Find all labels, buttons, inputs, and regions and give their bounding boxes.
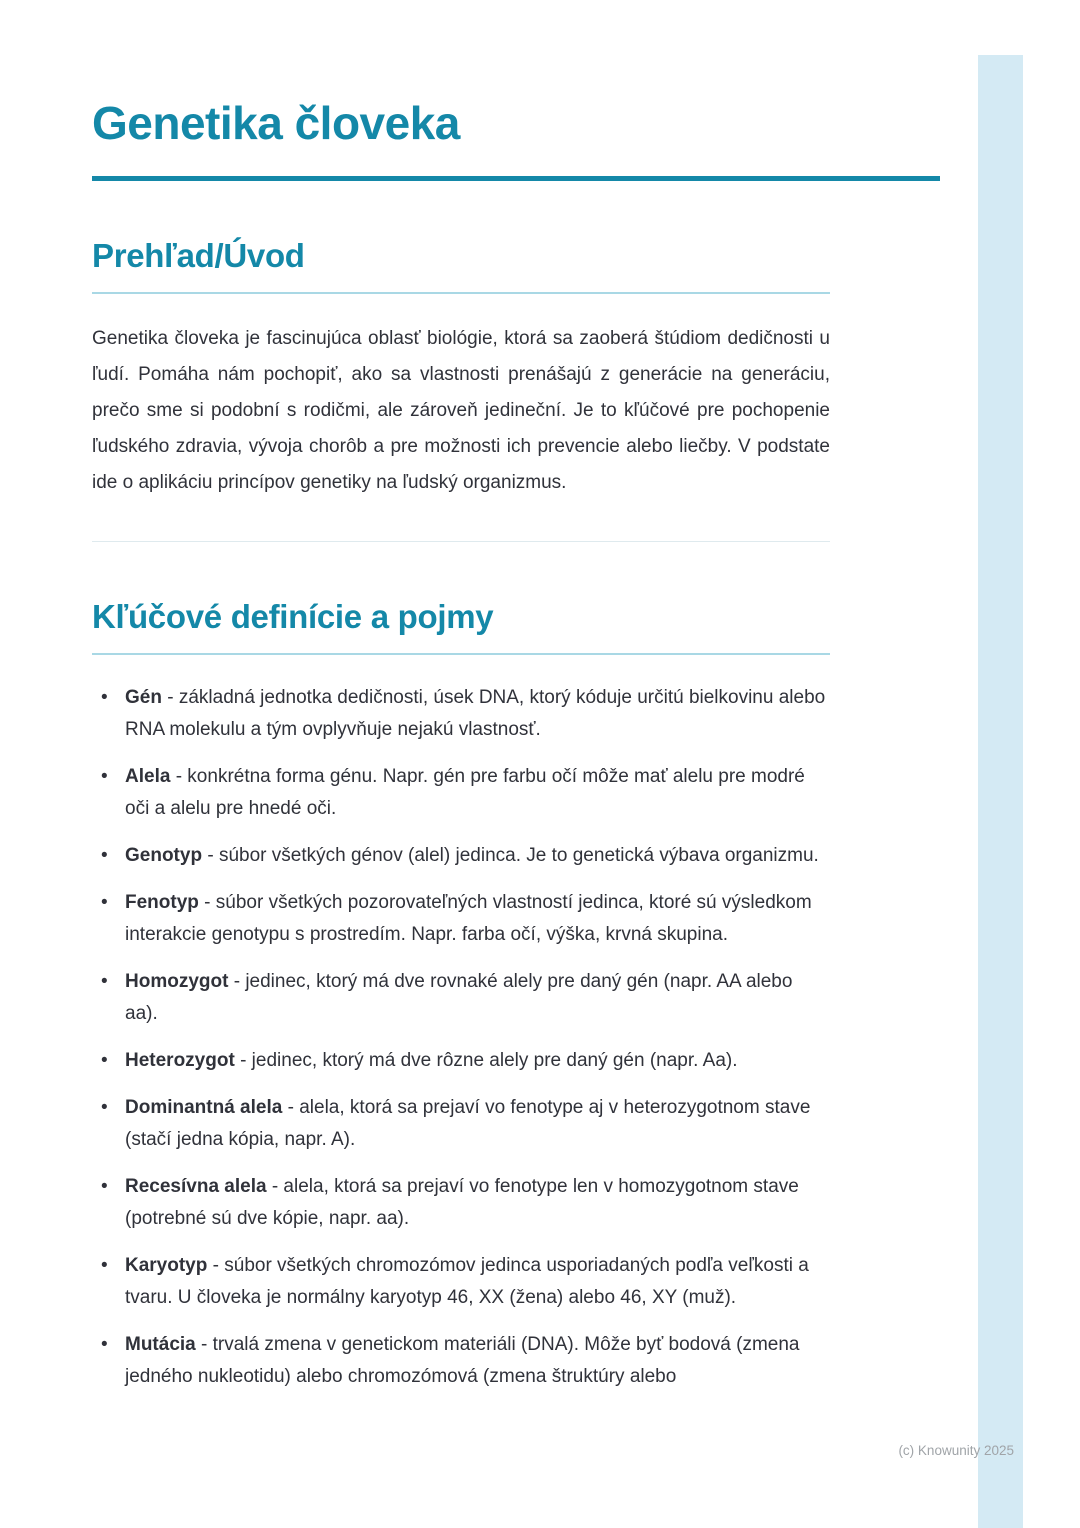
definition-text: - alela, ktorá sa prejaví vo fenotype len v homozygotnom stave (potrebné sú dve kópie, napr. aa).: [125, 1176, 799, 1229]
definition-item-homozygot: [92, 966, 830, 1030]
definition-text: - súbor všetkých génov (alel) jedinca. Je to genetická výbava organizmu.: [207, 845, 819, 866]
definition-item-heterozygot: [92, 1045, 830, 1077]
section-heading-definitions: Kľúčové definície a pojmy: [92, 598, 494, 635]
title-rule: [92, 176, 940, 181]
definitions-heading-rule: [92, 653, 830, 655]
section-divider: [92, 541, 830, 542]
intro-paragraph: Genetika človeka je fascinujúca oblasť biológie, ktorá sa zaoberá štúdiom dedičnosti u ľudí. Pomáha nám pochopiť, ako sa vlastnosti prenášajú z generácie na generáciu, prečo sme si podobní s rodičmi, ale zároveň jedineční. Je to kľúčové pre pochopenie ľudského zdravia, vývoja chorôb a pre možnosti ich prevencie alebo liečby. V podstate ide o aplikáciu princípov genetiky na ľudský organizmus.: [92, 328, 830, 493]
definition-item-dominantna-alela: [92, 1092, 830, 1156]
definition-text: - súbor všetkých chromozómov jedinca usporiadaných podľa veľkosti a tvaru. U človeka je normálny karyotyp 46, XX (žena) alebo 46, XY (muž).: [125, 1255, 809, 1308]
definition-term: Recesívna alela: [125, 1176, 267, 1197]
section-heading-intro: Prehľad/Úvod: [92, 237, 305, 274]
definitions-list: [92, 682, 830, 1393]
definition-text: - súbor všetkých pozorovateľných vlastností jedinca, ktoré sú výsledkom interakcie genotypu s prostredím. Napr. farba očí, výška, krvná skupina.: [125, 892, 812, 945]
definition-term: Heterozygot: [125, 1050, 235, 1071]
definition-term: Gén: [125, 687, 162, 708]
definition-term: Homozygot: [125, 971, 229, 992]
definition-term: Fenotyp: [125, 892, 199, 913]
definition-item-mutacia: [92, 1329, 830, 1393]
definition-text: - základná jednotka dedičnosti, úsek DNA, ktorý kóduje určitú bielkovinu alebo RNA molekulu a tým ovplyvňuje nejakú vlastnosť.: [125, 687, 826, 740]
definition-term: Dominantná alela: [125, 1097, 283, 1118]
intro-heading-rule: [92, 292, 830, 294]
definition-item-gen: [92, 682, 830, 746]
definition-text: - jedinec, ktorý má dve rôzne alely pre daný gén (napr. Aa).: [240, 1050, 738, 1071]
definition-term: Karyotyp: [125, 1255, 208, 1276]
definition-text: - trvalá zmena v genetickom materiáli (DNA). Môže byť bodová (zmena jedného nukleotidu) alebo chromozómová (zmena štruktúry alebo: [125, 1334, 800, 1387]
definition-text: - alela, ktorá sa prejaví vo fenotype aj v heterozygotnom stave (stačí jedna kópia, napr. A).: [125, 1097, 811, 1150]
definition-item-fenotyp: [92, 887, 830, 951]
definition-item-recesivna-alela: [92, 1171, 830, 1235]
definition-text: - jedinec, ktorý má dve rovnaké alely pre daný gén (napr. AA alebo aa).: [125, 971, 793, 1024]
definition-term: Mutácia: [125, 1334, 196, 1355]
definition-term: Genotyp: [125, 845, 203, 866]
definition-item-genotyp: [92, 840, 830, 872]
definition-text: - konkrétna forma génu. Napr. gén pre farbu očí môže mať alelu pre modré oči a alelu pre hnedé oči.: [125, 766, 805, 819]
right-accent-bar: [978, 55, 1023, 1528]
definition-item-alela: [92, 761, 830, 825]
document-content: [92, 0, 830, 1408]
definition-term: Alela: [125, 766, 171, 787]
definition-item-karyotyp: [92, 1250, 830, 1314]
copyright-footer: (c) Knowunity 2025: [898, 1443, 1014, 1458]
page-title: Genetika človeka: [92, 97, 460, 149]
